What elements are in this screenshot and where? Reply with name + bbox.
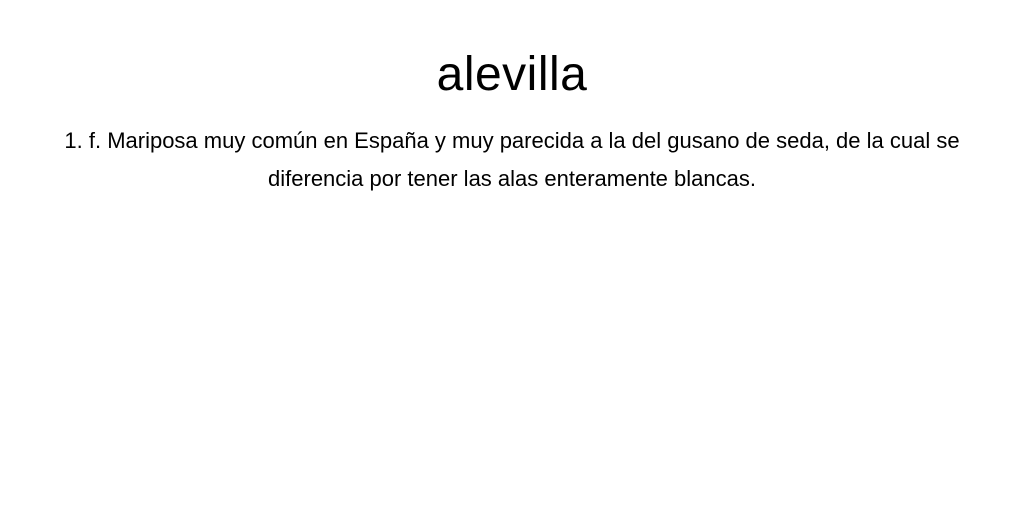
headword-title: alevilla [436, 48, 588, 101]
definition-text: 1. f. Mariposa muy común en España y muy parecida a la del gusano de seda, de la cual se diferencia por tener las alas enteramente blancas. [64, 128, 960, 191]
